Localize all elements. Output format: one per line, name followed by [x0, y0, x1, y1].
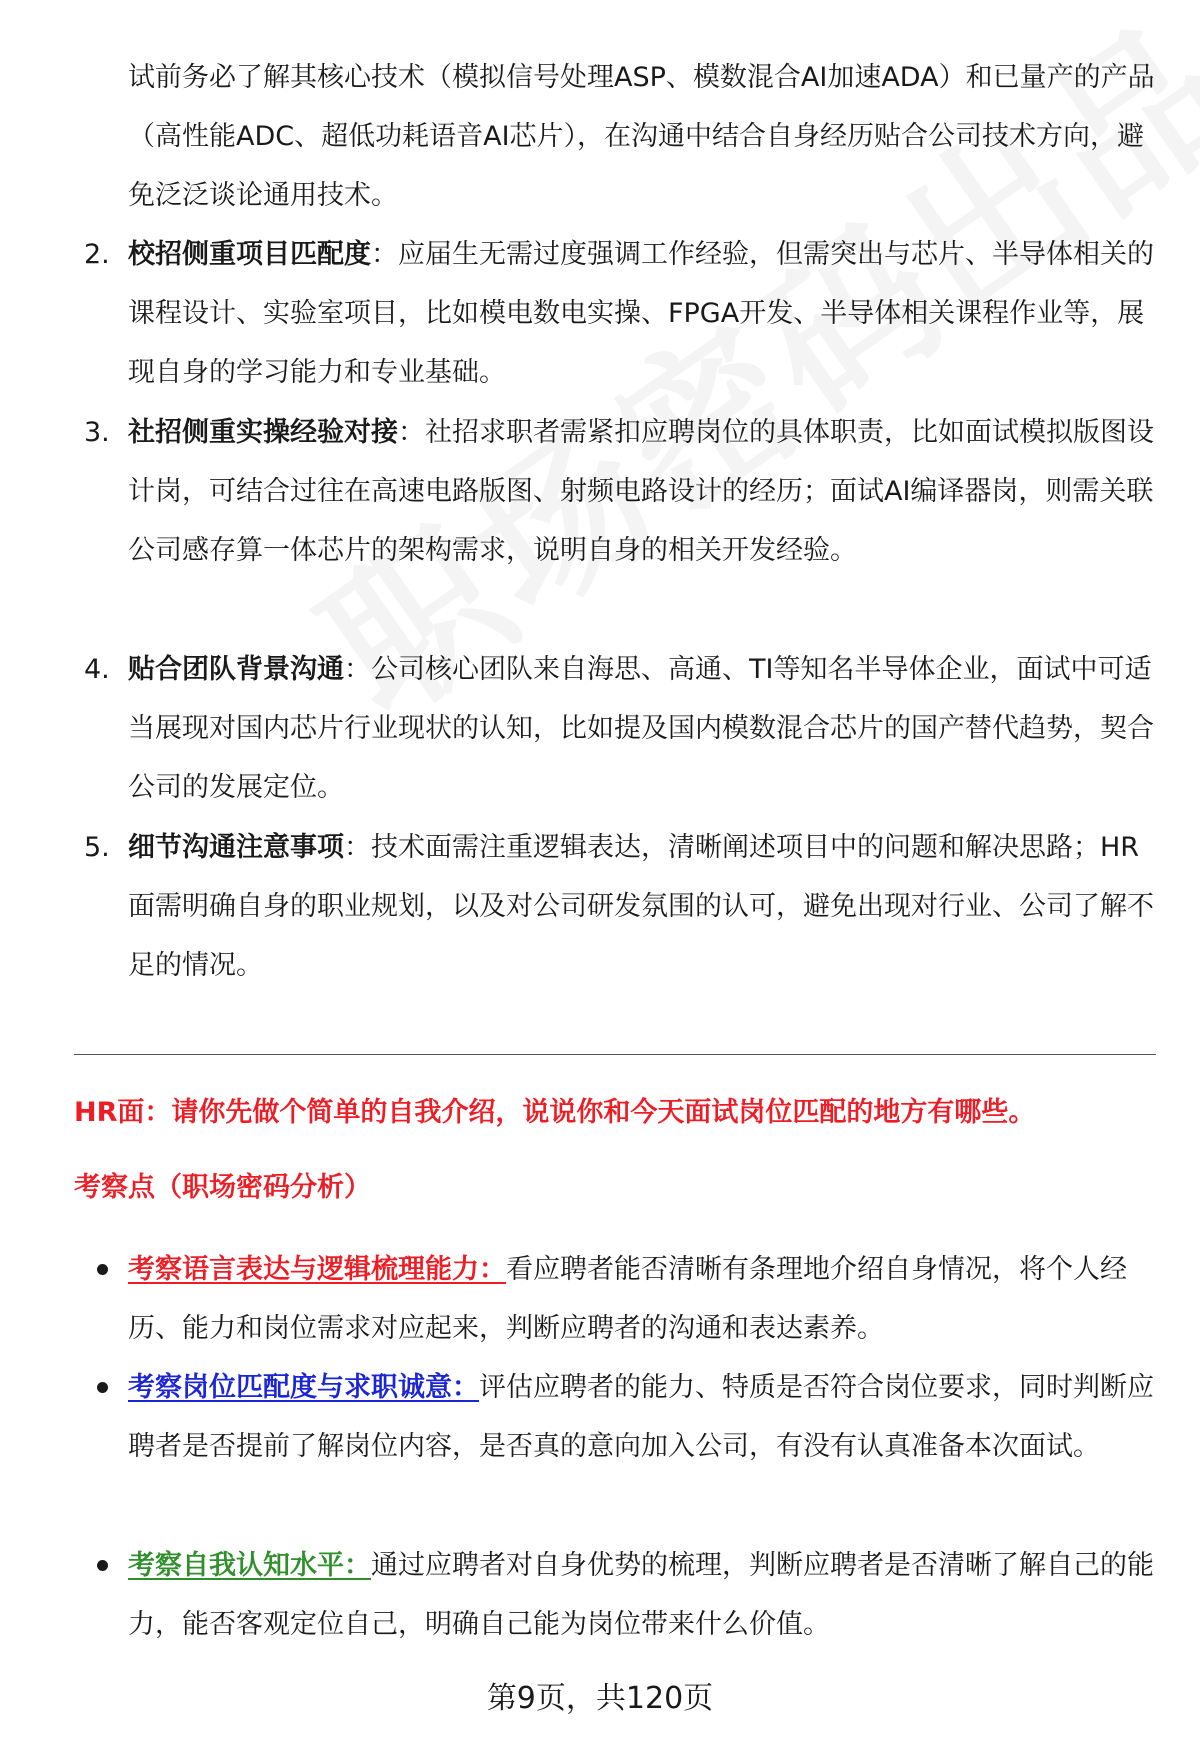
item-text: ：社招求职者需紧扣应聘岗位的具体职责，比如面试模拟版图设计岗，可结合过往在高速电路版图、射频电路设计的经历；面试AI编译器岗，则需关联公司感存算一体芯片的架构需求，说明自身的相关开发经验。	[128, 417, 1154, 566]
bullet-title: 考察语言表达与逻辑梳理能力：	[128, 1254, 506, 1285]
item-number: 2.	[84, 239, 110, 270]
page-footer: 第9页，共120页	[486, 1681, 714, 1716]
bullet-item	[128, 1358, 1158, 1476]
bullet-title: 考察自我认知水平：	[128, 1550, 371, 1581]
item-text: ：应届生无需过度强调工作经验，但需突出与芯片、半导体相关的课程设计、实验室项目，比如模电数电实操、FPGA开发、半导体相关课程作业等，展现自身的学习能力和专业基础。	[128, 239, 1154, 388]
list-item	[128, 818, 1158, 995]
item-title: 校招侧重项目匹配度	[128, 239, 371, 270]
list-item	[128, 403, 1158, 580]
analysis-title: 考察点（职场密码分析）	[74, 1172, 371, 1203]
list-item	[128, 225, 1158, 402]
bullet-dot	[97, 1264, 108, 1275]
section-divider	[74, 1054, 1156, 1055]
item-number: 3.	[84, 417, 110, 448]
item-title: 细节沟通注意事项	[128, 832, 344, 863]
bullet-dot	[97, 1382, 108, 1393]
bullet-item	[128, 1536, 1158, 1654]
bullet-text: 通过应聘者对自身优势的梳理，判断应聘者是否清晰了解自己的能力，能否客观定位自己，明确自己能为岗位带来什么价值。	[128, 1550, 1154, 1640]
list-item	[128, 640, 1158, 817]
bullet-dot	[97, 1560, 108, 1571]
bullet-text: 评估应聘者的能力、特质是否符合岗位要求，同时判断应聘者是否提前了解岗位内容，是否真的意向加入公司，有没有认真准备本次面试。	[128, 1372, 1154, 1462]
item-text: ：公司核心团队来自海思、高通、TI等知名半导体企业，面试中可适当展现对国内芯片行业现状的认知，比如提及国内模数混合芯片的国产替代趋势，契合公司的发展定位。	[128, 654, 1154, 803]
hr-question: HR面：请你先做个简单的自我介绍，说说你和今天面试岗位匹配的地方有哪些。	[74, 1097, 1036, 1128]
item-title: 贴合团队背景沟通	[128, 654, 344, 685]
item-title: 社招侧重实操经验对接	[128, 417, 398, 448]
item-number: 5.	[84, 832, 110, 863]
item-number: 4.	[84, 654, 110, 685]
item-text: ：技术面需注重逻辑表达，清晰阐述项目中的问题和解决思路；HR面需明确自身的职业规划，以及对公司研发氛围的认可，避免出现对行业、公司了解不足的情况。	[128, 832, 1154, 981]
bullet-text: 看应聘者能否清晰有条理地介绍自身情况，将个人经历、能力和岗位需求对应起来，判断应聘者的沟通和表达素养。	[128, 1254, 1127, 1344]
intro-continuation: 试前务必了解其核心技术（模拟信号处理ASP、模数混合AI加速ADA）和已量产的产品（高性能ADC、超低功耗语音AI芯片），在沟通中结合自身经历贴合公司技术方向，避免泛泛谈论通用技术。	[128, 62, 1155, 211]
bullet-item	[128, 1240, 1158, 1358]
bullet-title: 考察岗位匹配度与求职诚意：	[128, 1372, 479, 1403]
